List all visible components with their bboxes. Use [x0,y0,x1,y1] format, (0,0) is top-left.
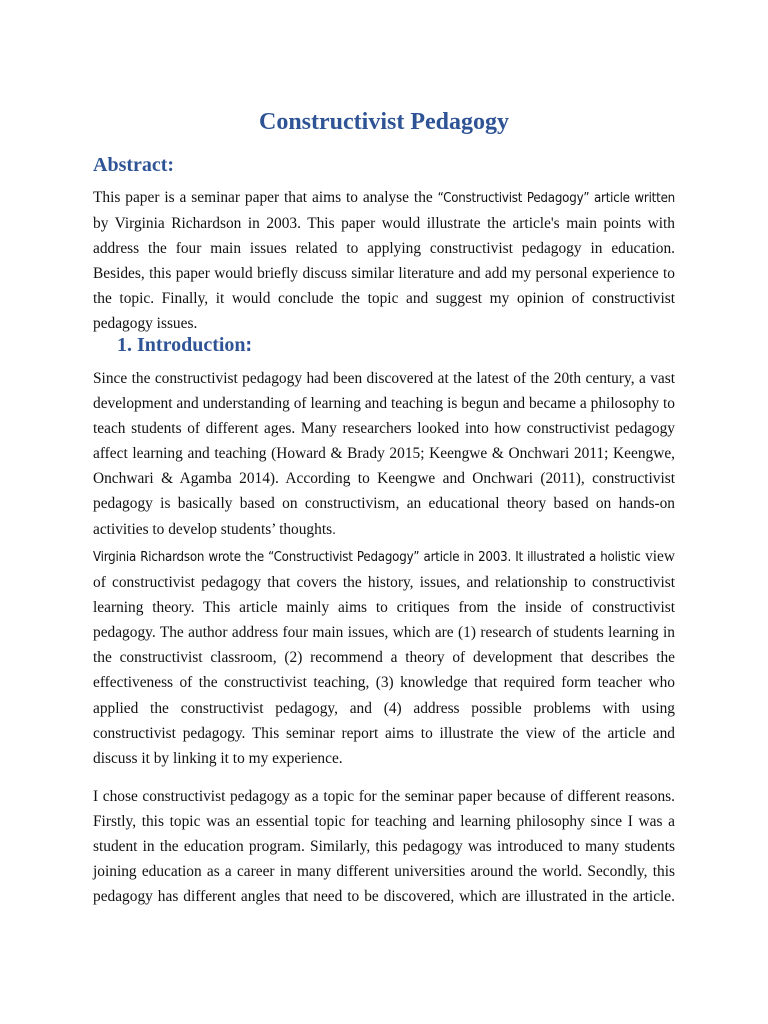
abstract-text-part-2: by Virginia Richardson in 2003. This paper would illustrate the article's main points with address the four main issues related to applying constructivist pedagogy in education. Besides, this paper would briefly discuss similar literature and add my personal experience to the topic. Finally, it would conclude the topic and suggest my opinion of constructivist pedagogy issues. [93,215,675,333]
intro-p1-text: Since the constructivist pedagogy had been discovered at the latest of the 20th century, a vast development and understanding of learning and teaching is begun and became a philosophy to teach students of different ages. Many researchers looked into how constructivist pedagogy affect learning and teaching (Howard & Brady 2015; Keengwe & Onchwari 2011; Keengwe, Onchwari & Agamba 2014). According to Keengwe and Onchwari (2011), constructivist pedagogy is basically based on constructivism, an educational theory based on hands-on activities to develop students’ thoughts [93,370,675,538]
abstract-text-part-1: This paper is a seminar paper that aims to analyse the [93,189,438,206]
introduction-heading-text: 1. Introduction [117,334,246,356]
intro-p3-text: I chose constructivist pedagogy as a topic for the seminar paper because of different reasons. Firstly, this topic was an essential topic for teaching and learning philosophy since I was a student in the education program. Similarly, this pedagogy was introduced to many students joining education as a career in many different universities around the world. Secondly, this pedagogy has different angles that need to be discovered, which are illustrated in the article. [93,788,675,906]
introduction-heading-colon: : [245,335,252,356]
introduction-heading [117,330,252,361]
intro-p1-end: . [332,522,336,538]
abstract-heading: Abstract: [93,154,175,176]
abstract-paragraph [93,185,675,337]
introduction-paragraph-3 [93,784,675,909]
introduction-paragraph-1 [93,366,675,543]
introduction-paragraph-2 [93,544,675,771]
abstract-text-quote: “Constructivist Pedagogy” article written [437,191,675,206]
document-title: Constructivist Pedagogy [259,109,509,135]
intro-p2-lead: Virginia Richardson wrote the “Constructivist Pedagogy” article in 2003. It illustrated a holistic [93,550,641,565]
intro-p2-text: view of constructivist pedagogy that covers the history, issues, and relationship to constructivist learning theory. This article mainly aims to critiques from the inside of constructivist pedagogy. The author address four main issues, which are (1) research of students learning in the constructivist classroom, (2) recommend a theory of development that describes the effectiveness of the constructivist teaching, (3) knowledge that required form teacher who applied the constructivist pedagogy, and (4) address possible problems with using constructivist pedagogy. This seminar report aims to illustrate the view of the article and discuss it by linking it to my experience. [93,548,675,767]
